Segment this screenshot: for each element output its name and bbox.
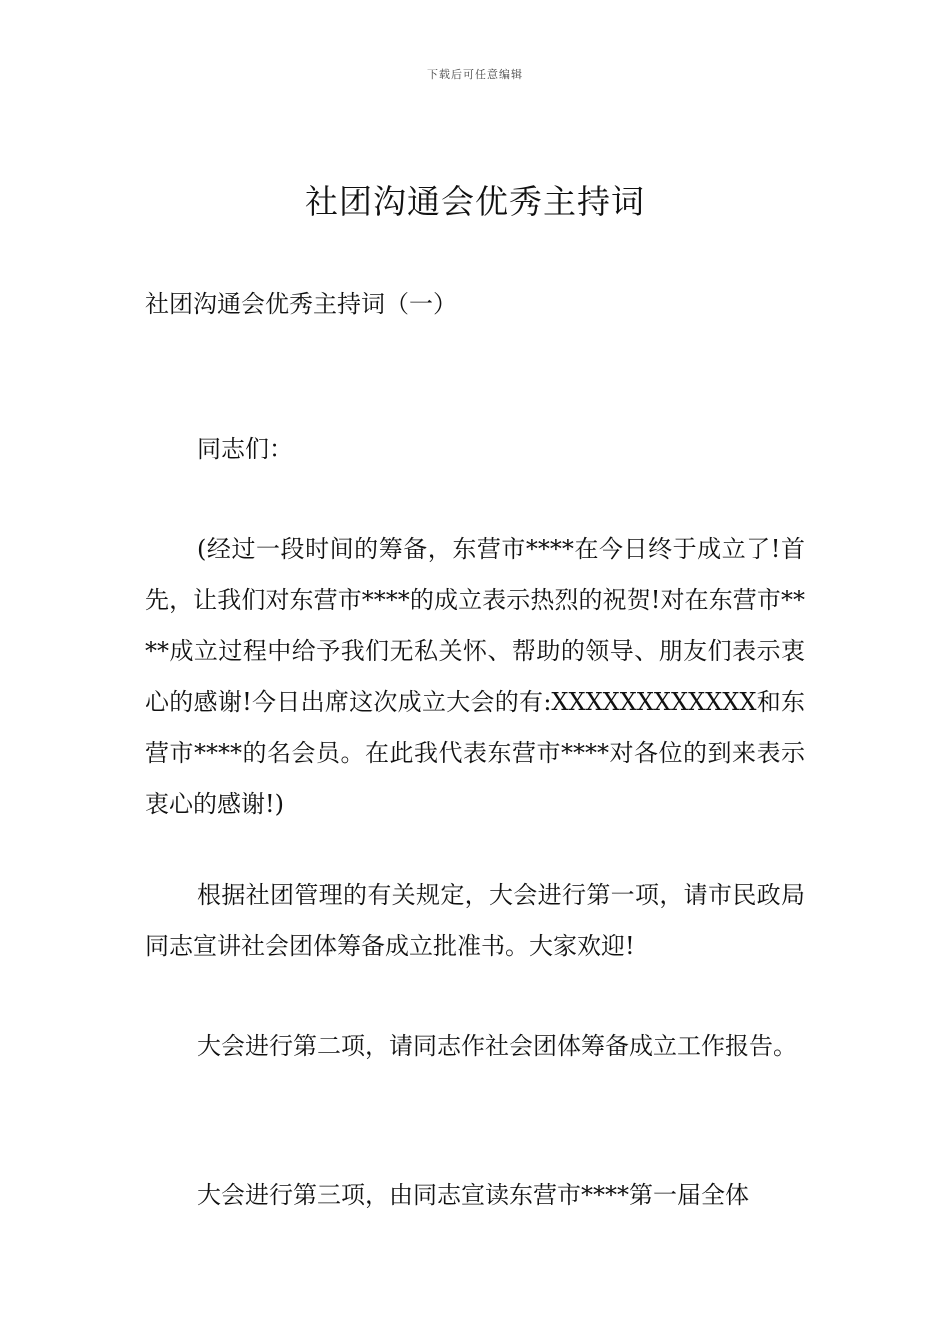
greeting-paragraph: 同志们：	[197, 435, 293, 463]
item-three-paragraph: 大会进行第三项，由同志宣读东营市****第一届全体	[197, 1181, 749, 1209]
item-one-paragraph: 根据社团管理的有关规定，大会进行第一项，请市民政局同志宣讲社会团体筹备成立批准书。大家欢迎!	[145, 881, 805, 960]
item-two-paragraph: 大会进行第二项，请同志作社会团体筹备成立工作报告。	[197, 1032, 797, 1060]
document-title: 社团沟通会优秀主持词	[305, 182, 645, 221]
opening-paragraph: (经过一段时间的筹备，东营市****在今日终于成立了!首先，让我们对东营市****的成立表示热烈的祝贺!对在东营市****成立过程中给予我们无私关怀、帮助的领导、朋友们表示衷心的感谢!今日出席这次成立大会的有:XXXXXXXXXXXX和东营市****的名会员。在此我代表东营市****对各位的到来表示衷心的感谢!)	[145, 535, 805, 818]
section-subtitle: 社团沟通会优秀主持词（一）	[145, 290, 457, 318]
header-note: 下载后可任意编辑	[427, 68, 523, 81]
